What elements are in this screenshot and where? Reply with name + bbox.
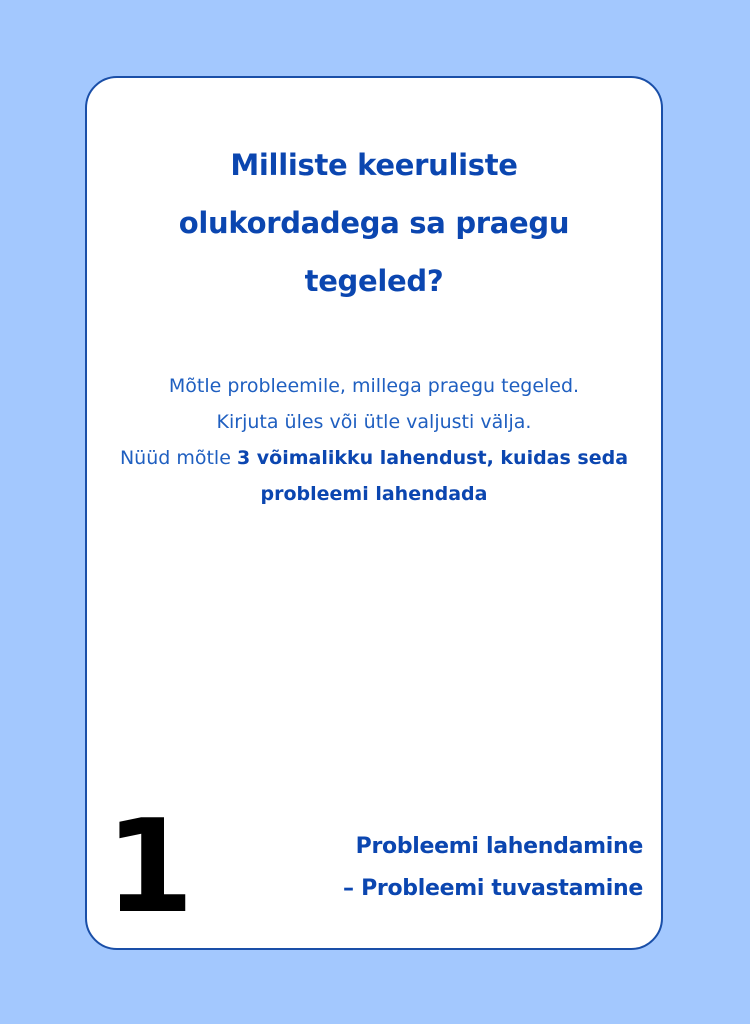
card-title: Milliste keeruliste olukordadega sa praegu tegeled? [178,148,570,298]
instruction-highlight: 3 võimalikku lahendust, kuidas seda probleemi lahendada [236,447,629,505]
instruction-line-1: Mõtle probleemile, millega praegu tegeled. [168,375,580,397]
category-line-2: – Probleemi tuvastamine [343,876,643,901]
instruction-line-3 [117,440,631,512]
category-line-1: Probleemi lahendamine [355,834,643,859]
card-category [343,826,643,910]
instruction-line-3-prefix: Nüüd mõtle [119,447,237,469]
card-number: 1 [105,793,195,942]
question-card [85,76,663,950]
instruction-line-2: Kirjuta üles või ütle valjusti välja. [216,411,532,433]
card-instructions [117,368,631,512]
